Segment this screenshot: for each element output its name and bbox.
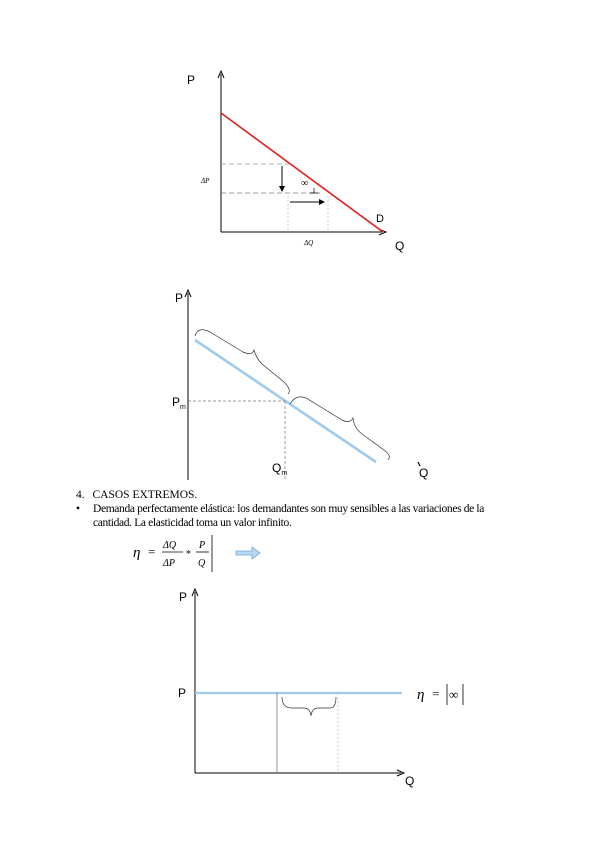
- fig2-upper-brace: [195, 330, 289, 394]
- fig2-demand-line: [195, 340, 376, 462]
- fig3-brace: [282, 697, 336, 716]
- formula-times: *: [186, 549, 191, 560]
- fig1-infinity-label: ∞: [301, 178, 309, 189]
- fig3-infinity: ∞: [449, 687, 459, 702]
- bullet-marker: •: [76, 503, 81, 515]
- fig2-pm-label: [172, 395, 186, 411]
- fig1-delta-q-label: ΔQ: [304, 239, 314, 247]
- fig2-pm-sub: m: [180, 404, 186, 411]
- fig2-axis-p-label: P: [175, 291, 184, 305]
- formula-num1: ΔQ: [163, 540, 177, 551]
- fig3-equals: =: [432, 686, 440, 701]
- fig2-axis-q-label: Q: [419, 466, 429, 480]
- elasticity-formula: [133, 535, 260, 572]
- fig3-axis-q-label: Q: [405, 774, 415, 788]
- paragraph-line-2: cantidad. La elasticidad toma un valor infinito.: [93, 517, 292, 529]
- fig2-qm-main: Q: [272, 461, 282, 475]
- figure-1-demand-chart: [187, 71, 404, 253]
- fig1-delta-p-label: ΔP: [201, 177, 210, 185]
- figure-3-perfectly-elastic-chart: [178, 589, 463, 788]
- formula-eta: η: [133, 545, 141, 561]
- fig3-price-label: P: [178, 686, 187, 700]
- fig1-small-mark: [310, 188, 318, 193]
- fig3-eta: η: [417, 687, 425, 703]
- paragraph-line-1: Demanda perfectamente elástica: los demandantes son muy sensibles a las variaciones de la: [93, 503, 484, 515]
- section-number: 4.: [76, 489, 85, 501]
- fig3-axis-p-label: P: [179, 590, 188, 604]
- formula-den1: ΔP: [163, 558, 175, 569]
- section-heading: [76, 488, 197, 502]
- fig2-qm-sub: m: [281, 470, 288, 477]
- formula-num2: P: [199, 540, 206, 551]
- right-arrow-icon: [236, 547, 260, 559]
- fig2-lower-brace: [290, 397, 389, 460]
- section-title: CASOS EXTREMOS.: [92, 489, 198, 501]
- fig1-axis-p-label: P: [187, 73, 196, 87]
- fig1-axis-q-label: Q: [395, 239, 405, 253]
- figure-2-demand-chart: [172, 290, 428, 480]
- formula-den2: Q: [198, 558, 206, 569]
- formula-equals: =: [148, 544, 156, 559]
- fig1-demand-label: D: [376, 213, 384, 225]
- fig2-pm-main: P: [172, 395, 181, 409]
- fig1-demand-line: [221, 113, 383, 232]
